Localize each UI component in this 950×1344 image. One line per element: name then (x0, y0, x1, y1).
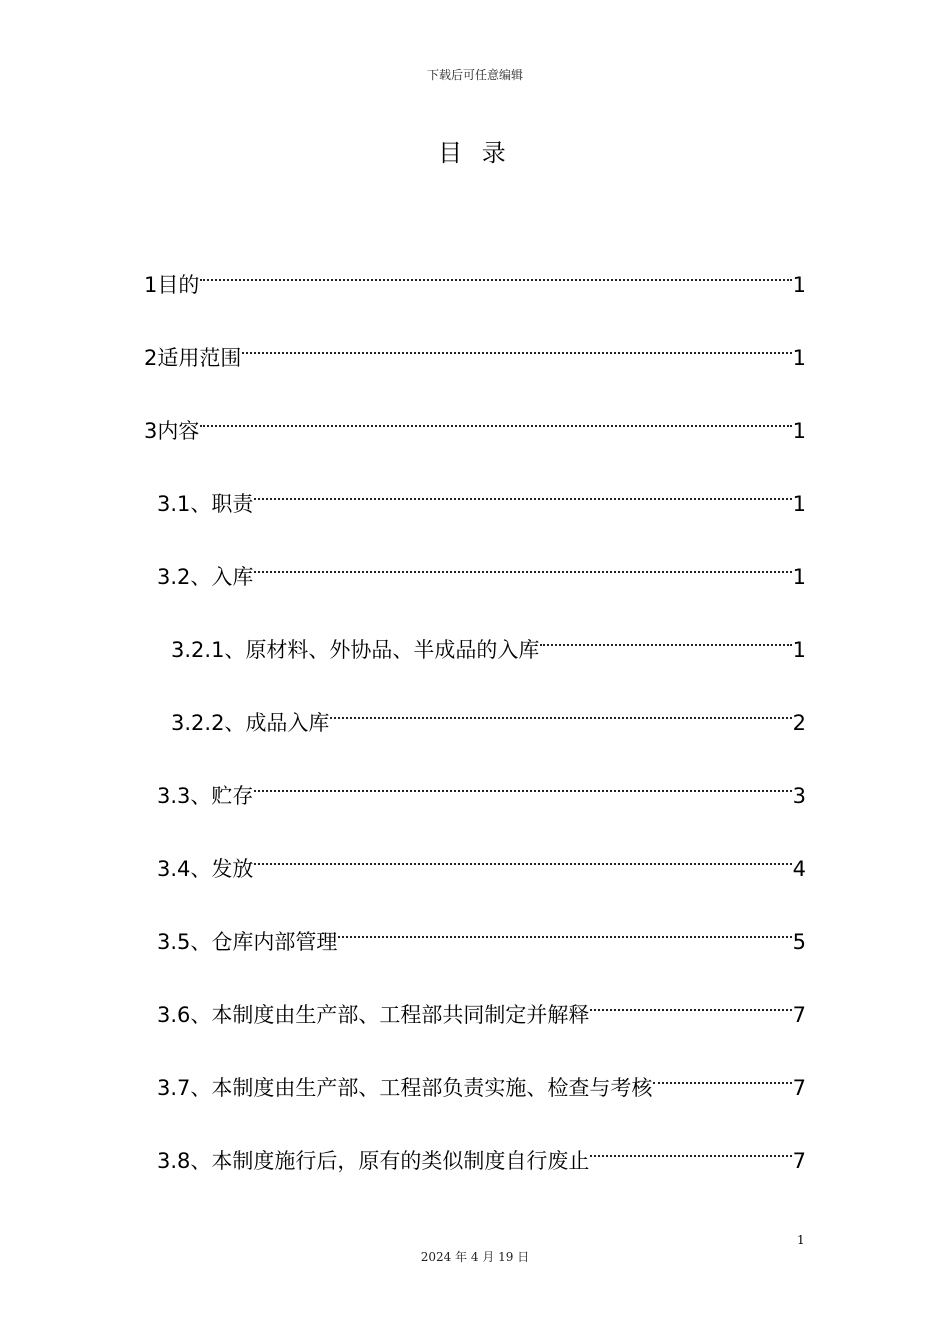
dot-leader (590, 982, 791, 1022)
dot-leader (254, 763, 791, 803)
toc-entry-label: 目的 (157, 273, 200, 297)
toc-entry-page: 7 (792, 1003, 806, 1027)
toc-entry-number: 3.7、 (157, 1076, 212, 1100)
toc-entry[interactable] (0, 982, 950, 1027)
toc-entry-number: 1 (144, 273, 158, 297)
toc-entry[interactable] (0, 471, 950, 516)
toc-entry-page: 1 (792, 419, 806, 443)
toc-entry-number: 3.2.2、 (171, 711, 246, 735)
toc-entry-number: 3.6、 (157, 1003, 212, 1027)
toc-title: 目 录 (438, 139, 512, 167)
dot-leader (242, 325, 791, 365)
toc-entry[interactable] (0, 1055, 950, 1100)
toc-entry[interactable] (0, 690, 950, 735)
toc-entry-page: 7 (792, 1076, 806, 1100)
toc-entry[interactable] (0, 763, 950, 808)
dot-leader (254, 471, 791, 511)
toc-entry-number: 3.3、 (157, 784, 212, 808)
dot-leader (200, 252, 791, 292)
page-header: 下载后可任意编辑 (426, 68, 523, 82)
toc-entry-page: 4 (792, 857, 806, 881)
toc-entry[interactable] (0, 909, 950, 954)
toc-entry[interactable] (0, 1128, 950, 1173)
toc-entry-page: 5 (792, 930, 806, 954)
toc-entry-label: 贮存 (211, 784, 254, 808)
toc-entry-label: 内容 (157, 419, 200, 443)
toc-entry-number: 3.5、 (157, 930, 212, 954)
toc-entry-page: 1 (792, 492, 806, 516)
toc-entry-number: 3 (144, 419, 158, 443)
toc-entry-label: 成品入库 (245, 711, 330, 735)
toc-entry[interactable] (0, 325, 950, 370)
toc-entry[interactable] (0, 398, 950, 443)
toc-entry-number: 3.8、 (157, 1149, 212, 1173)
toc-entry-label: 入库 (211, 565, 254, 589)
toc-entry-number: 2 (144, 346, 158, 370)
toc-entry-number: 3.1、 (157, 492, 212, 516)
toc-entry-page: 1 (792, 565, 806, 589)
page-number: 1 (797, 1233, 805, 1247)
toc-entry-page: 3 (792, 784, 806, 808)
toc-entry[interactable] (0, 617, 950, 662)
toc-entry-page: 1 (792, 346, 806, 370)
toc-entry[interactable] (0, 836, 950, 881)
dot-leader (254, 836, 791, 876)
toc-entry-label: 发放 (211, 857, 254, 881)
dot-leader (200, 398, 791, 438)
toc-entry-number: 3.2.1、 (171, 638, 246, 662)
toc-entry-page: 7 (792, 1149, 806, 1173)
dot-leader (540, 617, 791, 657)
toc-entry[interactable] (0, 252, 950, 297)
toc-entry-number: 3.4、 (157, 857, 212, 881)
dot-leader (590, 1128, 791, 1168)
toc-entry[interactable] (0, 544, 950, 589)
toc-entry-label: 本制度由生产部、工程部负责实施、检查与考核 (211, 1076, 653, 1100)
toc-entry-label: 原材料、外协品、半成品的入库 (245, 638, 540, 662)
dot-leader (254, 544, 791, 584)
toc-entry-label: 本制度由生产部、工程部共同制定并解释 (211, 1003, 590, 1027)
dot-leader (330, 690, 791, 730)
dot-leader (653, 1055, 791, 1095)
toc-entry-label: 本制度施行后，原有的类似制度自行废止 (211, 1149, 590, 1173)
toc-entry-page: 1 (792, 273, 806, 297)
toc-entry-label: 职责 (211, 492, 254, 516)
toc-entry-label: 仓库内部管理 (211, 930, 338, 954)
dot-leader (338, 909, 791, 949)
toc-entry-label: 适用范围 (157, 346, 242, 370)
toc-entry-page: 1 (792, 638, 806, 662)
toc-entry-number: 3.2、 (157, 565, 212, 589)
page-footer-date: 2024 年 4 月 19 日 (420, 1250, 530, 1264)
toc-entry-page: 2 (792, 711, 806, 735)
